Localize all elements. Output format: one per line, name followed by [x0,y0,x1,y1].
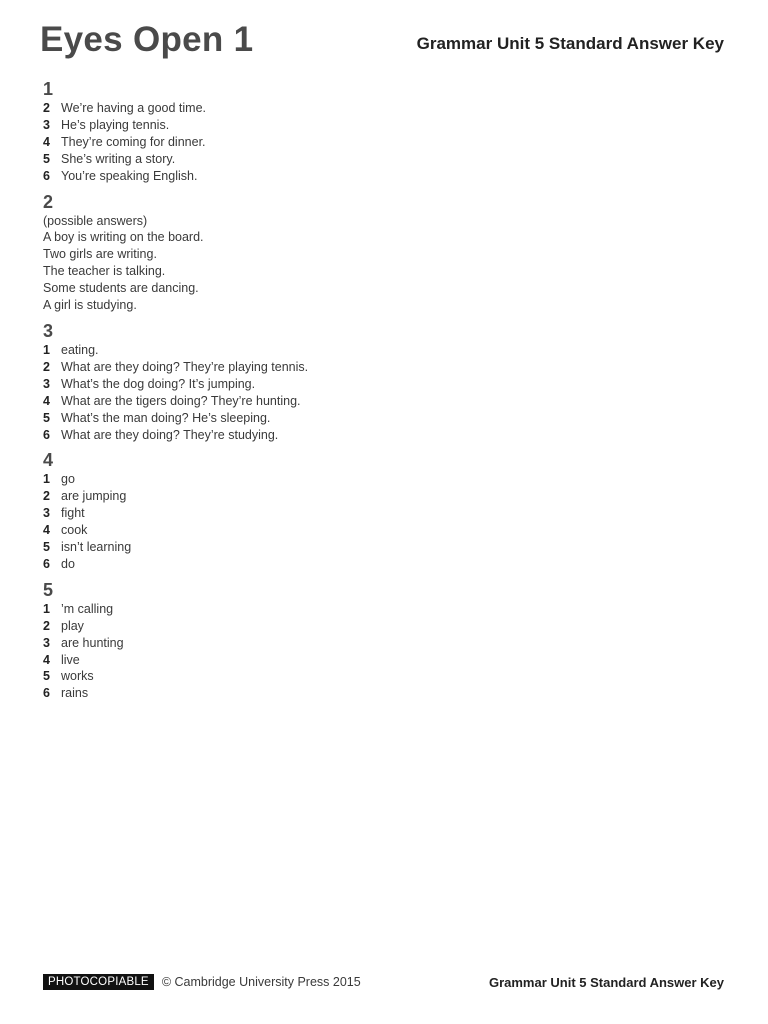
answer-number: 2 [43,101,50,115]
answer-item [43,601,723,618]
answer-item [43,134,723,151]
answer-text: You’re speaking English. [61,168,198,183]
answer-item [43,427,723,444]
answer-number: 2 [43,359,50,374]
answer-number: 2 [43,618,50,633]
answer-line: A girl is studying. [43,298,137,313]
answer-number: 3 [43,117,50,132]
answer-number: 6 [43,427,50,442]
answer-item [43,635,723,652]
answer-item [43,471,723,488]
answer-line: The teacher is talking. [43,264,166,279]
answer-item [43,151,723,168]
answer-number: 3 [43,506,50,521]
answer-number: 5 [43,540,50,555]
answer-line: Some students are dancing. [43,281,199,296]
answer-number: 3 [43,635,50,650]
photocopiable-badge: PHOTOCOPIABLE [43,974,154,990]
answer-text: cook [61,523,88,538]
answer-text: eating. [61,342,99,357]
answer-text: works [61,669,94,684]
answer-note: (possible answers) [43,213,148,228]
answer-text: They’re coming for dinner. [61,134,206,149]
answer-text: What are the tigers doing? They’re hunting. [61,393,301,408]
answer-item [43,359,723,376]
answer-item [43,117,723,134]
answer-line: Two girls are writing. [43,247,157,262]
answer-text: isn’t learning [61,540,132,555]
section-2 [43,191,723,314]
document-subtitle: Grammar Unit 5 Standard Answer Key [416,34,724,53]
answer-number: 4 [43,134,50,149]
answer-key-content [43,78,723,708]
footer-title: Grammar Unit 5 Standard Answer Key [488,974,724,990]
section-1 [43,78,723,185]
answer-item [43,393,723,410]
answer-number: 5 [43,669,50,684]
answer-item [43,668,723,685]
answer-number: 4 [43,523,50,538]
answer-text: go [61,472,75,487]
answer-number: 1 [43,601,50,616]
answer-number: 4 [43,652,50,667]
answer-number: 5 [43,151,50,166]
answer-item [43,539,723,556]
section-5 [43,579,723,702]
section-3 [43,320,723,443]
answer-item [43,168,723,185]
answer-text: play [61,618,84,633]
answer-number: 4 [43,393,50,408]
answer-text: do [61,556,75,571]
answer-text: live [61,652,80,667]
answer-text: are hunting [61,635,124,650]
answer-item [43,556,723,573]
copyright-notice: © Cambridge University Press 2015 [161,975,361,989]
section-number: 3 [43,320,54,341]
answer-text: What are they doing? They’re playing tennis. [61,359,309,374]
answer-item [43,100,723,117]
answer-text: He’s playing tennis. [61,117,170,132]
answer-item [43,342,723,359]
answer-item [43,618,723,635]
section-number: 4 [43,450,54,471]
answer-item [43,376,723,393]
answer-item [43,522,723,539]
answer-text: We’re having a good time. [61,101,206,115]
answer-text: She’s writing a story. [61,151,176,166]
answer-text: ’m calling [61,601,114,616]
answer-item [43,488,723,505]
section-number: 5 [43,579,54,600]
answer-number: 1 [43,342,50,357]
page-footer [43,972,724,992]
answer-item [43,685,723,702]
answer-item [43,505,723,522]
answer-number: 5 [43,410,50,425]
answer-number: 6 [43,168,50,183]
answer-text: What are they doing? They’re studying. [61,427,279,442]
answer-text: rains [61,686,89,701]
answer-number: 1 [43,472,50,487]
answer-number: 3 [43,376,50,391]
answer-number: 6 [43,556,50,571]
section-number: 1 [43,79,54,99]
answer-text: are jumping [61,489,127,504]
section-4 [43,449,723,572]
answer-number: 6 [43,686,50,701]
answer-text: What’s the man doing? He’s sleeping. [61,410,271,425]
answer-text: fight [61,506,85,521]
section-number: 2 [43,191,54,212]
answer-number: 2 [43,489,50,504]
answer-item [43,410,723,427]
answer-line: A boy is writing on the board. [43,230,204,245]
answer-item [43,652,723,669]
answer-text: What’s the dog doing? It’s jumping. [61,376,256,391]
document-title: Eyes Open 1 [40,20,254,59]
